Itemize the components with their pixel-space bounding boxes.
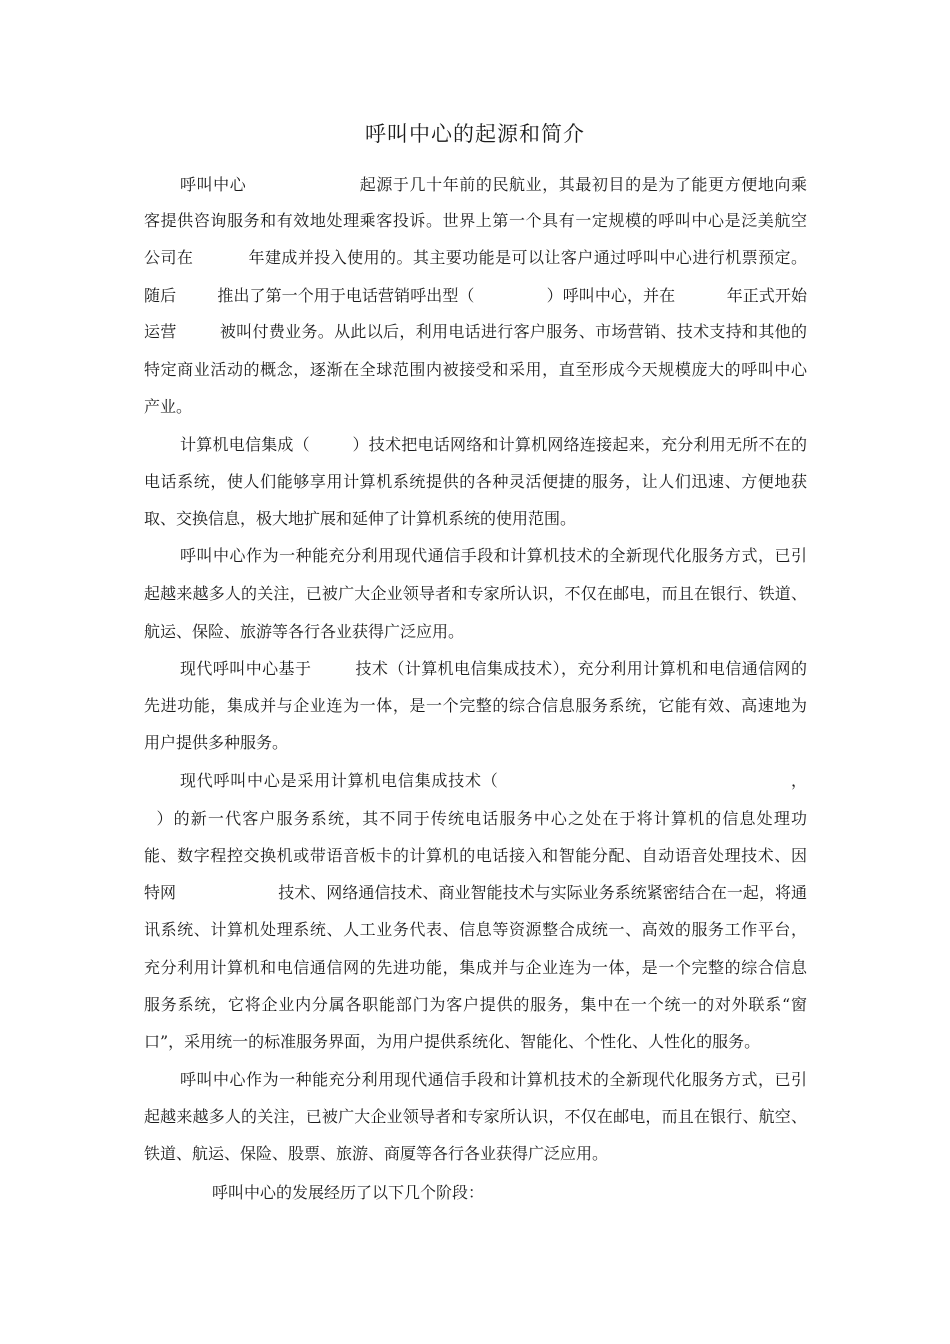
page-title: 呼叫中心的起源和简介 [365, 122, 585, 146]
text-line: 现代呼叫中心是采用计算机电信集成技术（ ， [180, 771, 807, 790]
text-line: 呼叫中心作为一种能充分利用现代通信手段和计算机技术的全新现代化服务方式，已引 [180, 1070, 807, 1089]
text-line: 讯系统、计算机处理系统、人工业务代表、信息等资源整合成统一、高效的服务工作平台， [144, 920, 807, 939]
text-line: 先进功能，集成并与企业连为一体，是一个完整的综合信息服务系统，它能有效、高速地为 [144, 696, 807, 715]
text-line: 服务系统，它将企业内分属各职能部门为客户提供的服务，集中在一个统一的对外联系“窗 [144, 995, 807, 1014]
text-line: 口”，采用统一的标准服务界面，为用户提供系统化、智能化、个性化、人性化的服务。 [144, 1032, 761, 1051]
text-line: 能、数字程控交换机或带语音板卡的计算机的电话接入和智能分配、自动语音处理技术、因 [144, 846, 807, 865]
text-line: 计算机电信集成（ ）技术把电话网络和计算机网络连接起来，充分利用无所不在的 [180, 435, 807, 454]
text-line: 起越来越多人的关注，已被广大企业领导者和专家所认识，不仅在邮电，而且在银行、铁道、 [144, 584, 807, 603]
text-line: 呼叫中心作为一种能充分利用现代通信手段和计算机技术的全新现代化服务方式，已引 [180, 546, 807, 565]
text-line: 客提供咨询服务和有效地处理乘客投诉。世界上第一个具有一定规模的呼叫中心是泛美航空 [144, 211, 807, 230]
text-line: 随后 推出了第一个用于电话营销呼出型（ ）呼叫中心，并在 年正式开始 [144, 286, 807, 305]
text-line: 取、交换信息，极大地扩展和延伸了计算机系统的使用范围。 [144, 509, 577, 528]
text-line: 充分利用计算机和电信通信网的先进功能，集成并与企业连为一体，是一个完整的综合信息 [144, 958, 807, 977]
text-line: 公司在 年建成并投入使用的。其主要功能是可以让客户通过呼叫中心进行机票预定。 [144, 248, 807, 267]
text-line: 铁道、航运、保险、股票、旅游、商厦等各行各业获得广泛应用。 [144, 1144, 609, 1163]
text-line: 运营 被叫付费业务。从此以后，利用电话进行客户服务、市场营销、技术支持和其他的 [144, 322, 807, 341]
text-line: 电话系统，使人们能够享用计算机系统提供的各种灵活便捷的服务，让人们迅速、方便地获 [144, 472, 807, 491]
text-line: 呼叫中心 起源于几十年前的民航业，其最初目的是为了能更方便地向乘 [180, 175, 807, 194]
text-line: 现代呼叫中心基于 技术（计算机电信集成技术），充分利用计算机和电信通信网的 [180, 659, 807, 678]
text-line: 特定商业活动的概念，逐渐在全球范围内被接受和采用，直至形成今天规模庞大的呼叫中心 [144, 360, 807, 379]
text-line: ）的新一代客户服务系统，其不同于传统电话服务中心之处在于将计算机的信息处理功 [144, 809, 807, 828]
text-line: 呼叫中心的发展经历了以下几个阶段： [212, 1183, 485, 1202]
text-line: 用户提供多种服务。 [144, 733, 289, 752]
text-line: 航运、保险、旅游等各行各业获得广泛应用。 [144, 622, 465, 641]
text-line: 起越来越多人的关注，已被广大企业领导者和专家所认识，不仅在邮电，而且在银行、航空、 [144, 1107, 807, 1126]
text-line: 产业。 [144, 397, 193, 416]
text-line: 特网 技术、网络通信技术、商业智能技术与实际业务系统紧密结合在一起，将通 [144, 883, 807, 902]
